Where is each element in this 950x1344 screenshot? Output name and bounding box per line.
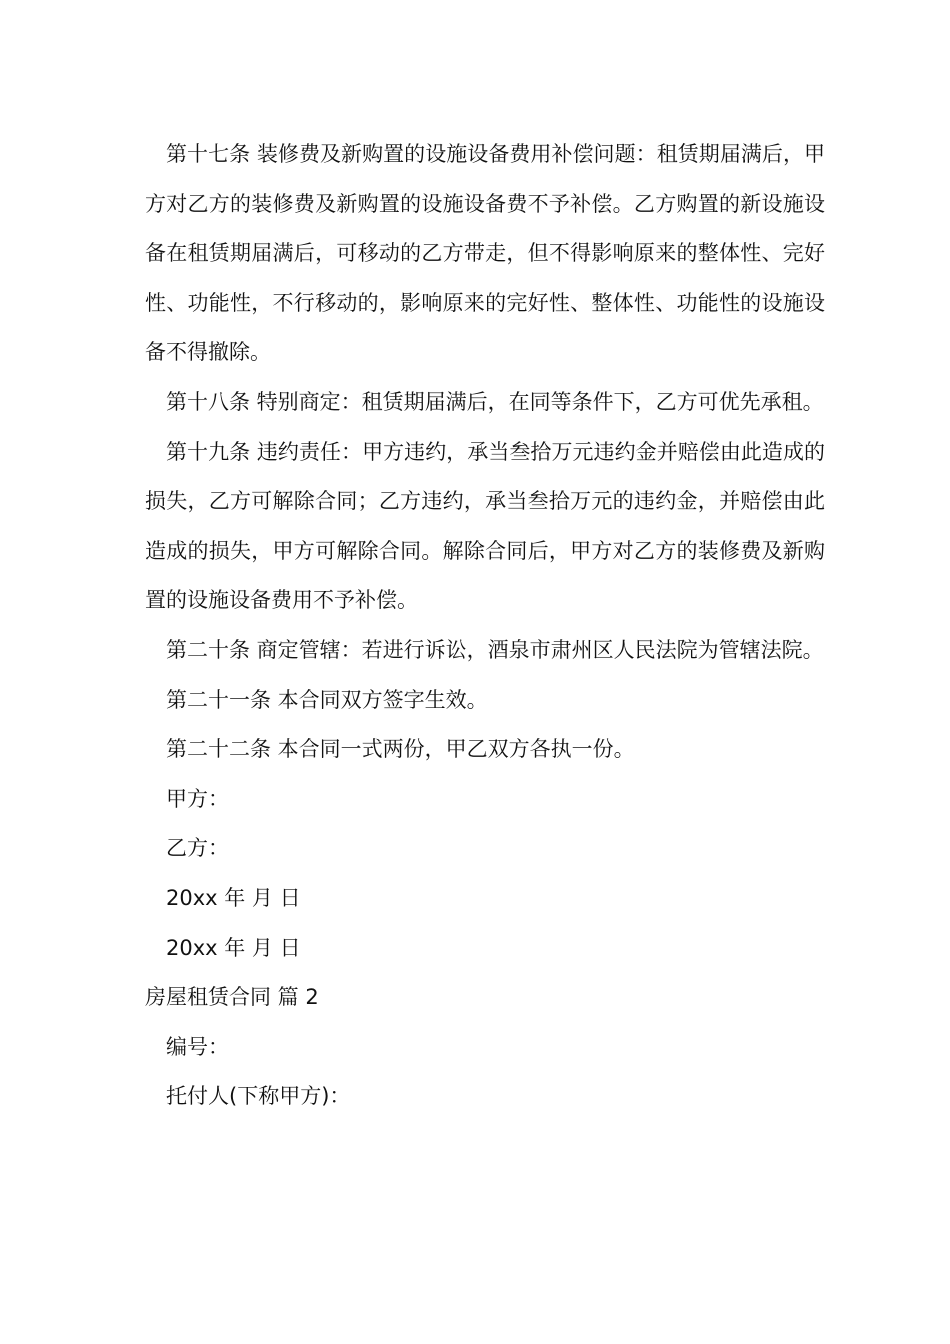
clause-20: 第二十条 商定管辖：若进行诉讼，酒泉市肃州区人民法院为管辖法院。 — [166, 637, 824, 662]
document-body — [145, 130, 825, 1122]
clause-18: 第十八条 特别商定：租赁期届满后，在同等条件下，乙方可优先承租。 — [166, 389, 824, 414]
signature-date-b: 20xx 年 月 日 — [166, 935, 301, 960]
principal-label: 托付人(下称甲方)： — [166, 1084, 351, 1109]
party-a-label: 甲方： — [166, 786, 229, 811]
serial-number-label: 编号： — [166, 1034, 229, 1059]
clause-21: 第二十一条 本合同双方签字生效。 — [166, 687, 488, 712]
clause-22: 第二十二条 本合同一式两份，甲乙双方各执一份。 — [166, 737, 635, 762]
clause-19: 第十九条 违约责任：甲方违约，承当叁拾万元违约金并赔偿由此造成的损失，乙方可解除合同；乙方违约，承当叁拾万元的违约金，并赔偿由此造成的损失，甲方可解除合同。解除合同后，甲方对乙方的装修费及新购置的设施设备费用不予补偿。 — [145, 439, 825, 613]
section-title: 房屋租赁合同 篇 2 — [145, 985, 319, 1010]
clause-17: 第十七条 装修费及新购置的设施设备费用补偿问题：租赁期届满后，甲方对乙方的装修费及新购置的设施设备费不予补偿。乙方购置的新设施设备在租赁期届满后，可移动的乙方带走，但不得影响原来的整体性、完好性、功能性，不行移动的，影响原来的完好性、整体性、功能性的设施设备不得撤除。 — [145, 142, 825, 365]
signature-date-a: 20xx 年 月 日 — [166, 885, 301, 910]
party-b-label: 乙方： — [166, 836, 229, 861]
